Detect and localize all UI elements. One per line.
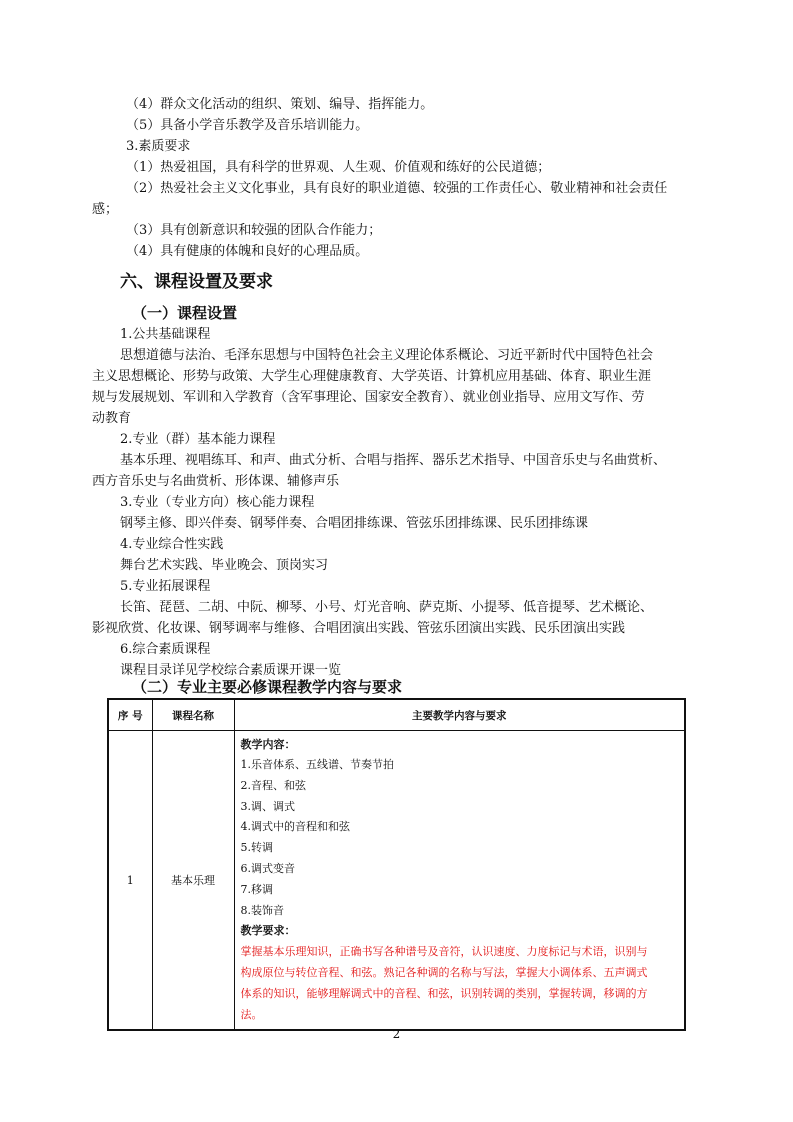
requirement-line: 法。 (240, 1008, 263, 1022)
text-line: 动教育 (92, 411, 132, 426)
content-label: 教学内容： (240, 738, 296, 751)
content-item: 4.调式中的音程和和弦 (240, 820, 350, 834)
table-header-row (108, 699, 685, 731)
content-item: 8.装饰音 (240, 903, 284, 917)
course-table (107, 698, 686, 1031)
text-line: 钢琴主修、即兴伴奏、钢琴伴奏、合唱团排练课、管弦乐团排练课、民乐团排练课 (120, 516, 589, 531)
text-line: 主义思想概论、形势与政策、大学生心理健康教育、大学英语、计算机应用基础、体育、职业生涯 (92, 369, 652, 384)
section-heading: 六、课程设置及要求 (120, 272, 273, 292)
content-item: 1.乐音体系、五线谱、节奏节拍 (240, 758, 394, 771)
text-line: 课程目录详见学校综合素质课开课一览 (120, 663, 342, 678)
text-line: （5）具备小学音乐教学及音乐培训能力。 (126, 118, 369, 133)
header-cell-content: 主要教学内容与要求 (234, 699, 685, 731)
content-item: 6.调式变音 (240, 861, 295, 875)
text-line: 影视欣赏、化妆课、钢琴调率与维修、合唱团演出实践、管弦乐团演出实践、民乐团演出实践 (92, 621, 626, 636)
text-line: （2）热爱社会主义文化事业，具有良好的职业道德、较强的工作责任心、敬业精神和社会责任 (126, 181, 668, 196)
row-number-cell: 1 (108, 731, 152, 1031)
text-line: （4）具有健康的体魄和良好的心理品质。 (126, 244, 369, 259)
text-line: 长笛、琵琶、二胡、中阮、柳琴、小号、灯光音响、萨克斯、小提琴、低音提琴、艺术概论、 (120, 600, 654, 615)
text-line: 3.素质要求 (126, 139, 191, 154)
text-line: 舞台艺术实践、毕业晚会、顶岗实习 (120, 558, 329, 573)
text-line: 感； (92, 202, 119, 217)
requirement-line: 体系的知识，能够理解调式中的音程、和弦，识别转调的类别，掌握转调，移调的方 (240, 987, 648, 1001)
text-line: 思想道德与法治、毛泽东思想与中国特色社会主义理论体系概论、习近平新时代中国特色社会 (120, 348, 654, 363)
content-cell (234, 731, 685, 1031)
text-line: 基本乐理、视唱练耳、和声、曲式分析、合唱与指挥、器乐艺术指导、中国音乐史与名曲赏析、 (120, 453, 667, 468)
text-line: 规与发展规划、军训和入学教育（含军事理论、国家安全教育）、就业创业指导、应用文写作、劳 (92, 390, 645, 405)
text-line: （1）热爱祖国，具有科学的世界观、人生观、价值观和练好的公民道德； (126, 160, 551, 175)
header-cell-course-name: 课程名称 (152, 699, 234, 731)
table-section-heading: （二）专业主要必修课程教学内容与要求 (132, 678, 403, 696)
requirement-line: 构成原位与转位音程、和弦。熟记各种调的名称与写法，掌握大小调体系、五声调式 (240, 966, 648, 980)
content-item: 7.移调 (240, 882, 273, 896)
text-line: 2.专业（群）基本能力课程 (120, 432, 276, 447)
requirement-label: 教学要求： (240, 924, 296, 938)
text-line: 1.公共基础课程 (120, 327, 211, 342)
text-line: 4.专业综合性实践 (120, 537, 224, 552)
page-number: 2 (392, 1027, 401, 1041)
requirement-line: 掌握基本乐理知识，正确书写各种谱号及音符，认识速度、力度标记与术语，识别与 (240, 945, 648, 959)
text-line: 3.专业（专业方向）核心能力课程 (120, 495, 315, 510)
text-line: 西方音乐史与名曲赏析、形体课、辅修声乐 (92, 474, 340, 489)
text-line: 5.专业拓展课程 (120, 579, 211, 594)
text-line: （3）具有创新意识和较强的团队合作能力； (126, 223, 382, 238)
header-cell-number: 序 号 (108, 699, 152, 731)
course-name-cell: 基本乐理 (152, 731, 234, 1031)
text-line: 6.综合素质课程 (120, 642, 211, 657)
content-item: 2.音程、和弦 (240, 778, 306, 792)
table-row (108, 731, 685, 1031)
content-item: 5.转调 (240, 841, 273, 855)
subsection-heading: （一）课程设置 (132, 304, 238, 322)
content-item: 3.调、调式 (240, 799, 295, 813)
text-line: （4）群众文化活动的组织、策划、编导、指挥能力。 (126, 97, 434, 112)
